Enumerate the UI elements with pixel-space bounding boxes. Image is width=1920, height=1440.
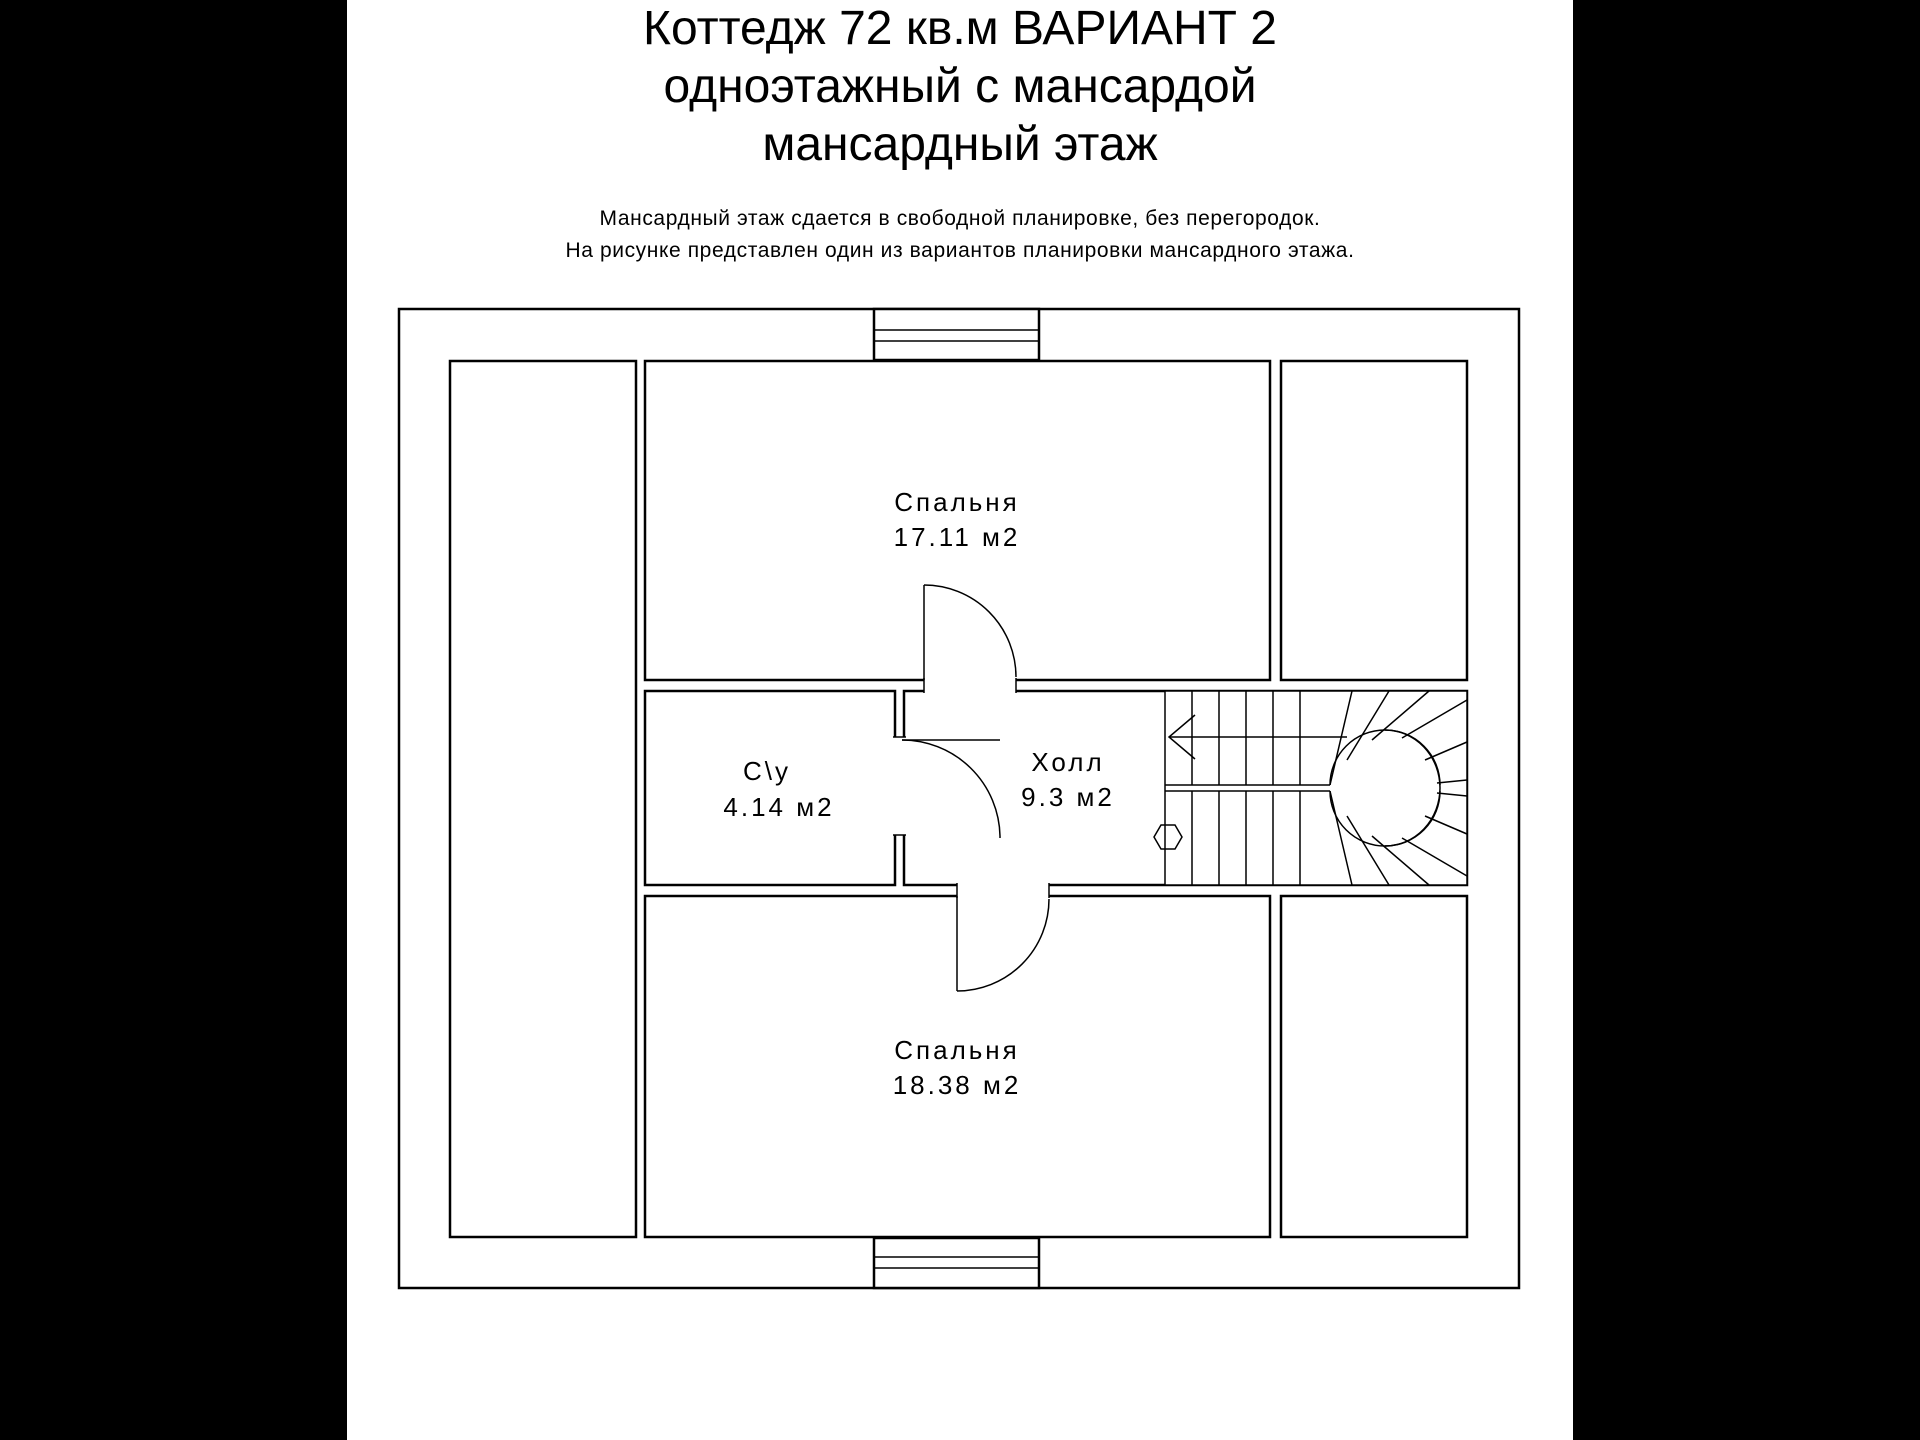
door-wc: [893, 737, 1000, 838]
note-line-2: На рисунке представлен один из вариантов планировки мансардного этажа.: [565, 239, 1355, 262]
room-wc: [645, 691, 895, 885]
storage-left: [450, 361, 636, 1237]
floor-plan: [347, 0, 1573, 1440]
label-wc-name: С\у: [743, 756, 791, 786]
label-bedroom-top-area: 17.11 м2: [893, 522, 1021, 552]
title-line-3: мансардный этаж: [762, 118, 1158, 171]
title-line-2: одноэтажный с мансардой: [663, 60, 1257, 113]
drawing-sheet: [347, 0, 1573, 1440]
storage-right-top: [1281, 361, 1467, 680]
label-hall-area: 9.3 м2: [1021, 782, 1115, 812]
storage-right-bottom: [1281, 896, 1467, 1237]
label-bedroom-top-name: Спальня: [894, 487, 1020, 517]
window-bottom: [874, 1238, 1039, 1288]
door-bedroom-bottom: [957, 883, 1049, 991]
note-line-1: Мансардный этаж сдается в свободной планировке, без перегородок.: [599, 207, 1321, 230]
door-bedroom-top: [924, 585, 1016, 693]
label-bedroom-bottom-area: 18.38 м2: [892, 1070, 1022, 1100]
title-line-1: Коттедж 72 кв.м ВАРИАНТ 2: [642, 2, 1277, 55]
room-bedroom-top: [645, 361, 1270, 680]
label-wc-area: 4.14 м2: [723, 792, 835, 822]
staircase: [1154, 691, 1467, 885]
label-bedroom-bottom-name: Спальня: [894, 1035, 1020, 1065]
window-top: [874, 309, 1039, 360]
label-hall-name: Холл: [1031, 747, 1105, 777]
